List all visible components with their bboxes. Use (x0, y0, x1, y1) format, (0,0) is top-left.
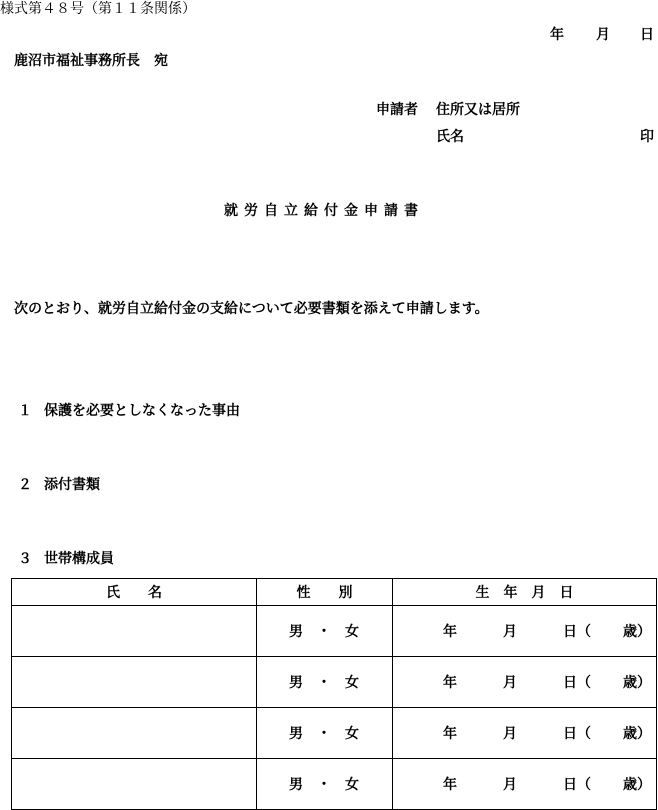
dob-month-label: 月 (503, 777, 517, 793)
section-number: ２ (18, 477, 32, 493)
male-option[interactable]: 男 (289, 726, 303, 742)
name-cell[interactable] (12, 708, 257, 759)
applicant-name-label: 氏名 (436, 129, 464, 145)
age-label: 歳） (623, 777, 651, 793)
separator-dot: ・ (317, 726, 331, 742)
section-label: 保護を必要としなくなった事由 (44, 403, 240, 419)
table-header-row (12, 579, 657, 606)
applicant-label: 申請者 (376, 102, 418, 118)
body-text: 次のとおり、就労自立給付金の支給について必要書類を添えて申請します。 (14, 301, 489, 317)
dob-day-label: 日（ (563, 675, 591, 691)
header-sex: 性 別 (257, 579, 393, 606)
section-label: 添付書類 (44, 477, 100, 493)
dob-cell[interactable] (393, 759, 657, 810)
female-option[interactable]: 女 (345, 777, 359, 793)
addressee: 鹿沼市福祉事務所長 宛 (14, 53, 168, 69)
header-dob: 生 年 月 日 (393, 579, 657, 606)
age-label: 歳） (623, 726, 651, 742)
section-number: ３ (18, 551, 32, 567)
household-members-table (11, 578, 657, 810)
dob-year-label: 年 (443, 675, 457, 691)
date-month-label: 月 (596, 27, 610, 43)
name-cell[interactable] (12, 657, 257, 708)
dob-cell[interactable] (393, 657, 657, 708)
dob-day-label: 日（ (563, 777, 591, 793)
dob-month-label: 月 (503, 624, 517, 640)
separator-dot: ・ (317, 624, 331, 640)
table-row (12, 606, 657, 657)
sex-cell[interactable] (257, 657, 393, 708)
form-number: 様式第４８号（第１１条関係） (0, 1, 196, 17)
separator-dot: ・ (317, 675, 331, 691)
male-option[interactable]: 男 (289, 777, 303, 793)
dob-month-label: 月 (503, 675, 517, 691)
female-option[interactable]: 女 (345, 624, 359, 640)
dob-cell[interactable] (393, 708, 657, 759)
applicant-seal-label: 印 (640, 129, 654, 145)
dob-year-label: 年 (443, 777, 457, 793)
age-label: 歳） (623, 624, 651, 640)
dob-day-label: 日（ (563, 726, 591, 742)
name-cell[interactable] (12, 759, 257, 810)
dob-year-label: 年 (443, 624, 457, 640)
male-option[interactable]: 男 (289, 624, 303, 640)
separator-dot: ・ (317, 777, 331, 793)
sex-cell[interactable] (257, 708, 393, 759)
date-year-label: 年 (550, 27, 564, 43)
sex-cell[interactable] (257, 759, 393, 810)
table-row (12, 708, 657, 759)
table-row (12, 759, 657, 810)
dob-month-label: 月 (503, 726, 517, 742)
header-name: 氏 名 (12, 579, 257, 606)
table-row (12, 657, 657, 708)
dob-day-label: 日（ (563, 624, 591, 640)
dob-cell[interactable] (393, 606, 657, 657)
sex-cell[interactable] (257, 606, 393, 657)
male-option[interactable]: 男 (289, 675, 303, 691)
female-option[interactable]: 女 (345, 726, 359, 742)
age-label: 歳） (623, 675, 651, 691)
name-cell[interactable] (12, 606, 257, 657)
female-option[interactable]: 女 (345, 675, 359, 691)
section-number: １ (18, 403, 32, 419)
section-label: 世帯構成員 (44, 551, 114, 567)
applicant-address-label: 住所又は居所 (436, 102, 520, 118)
dob-year-label: 年 (443, 726, 457, 742)
document-title: 就労自立給付金申請書 (224, 203, 424, 219)
date-day-label: 日 (640, 27, 654, 43)
